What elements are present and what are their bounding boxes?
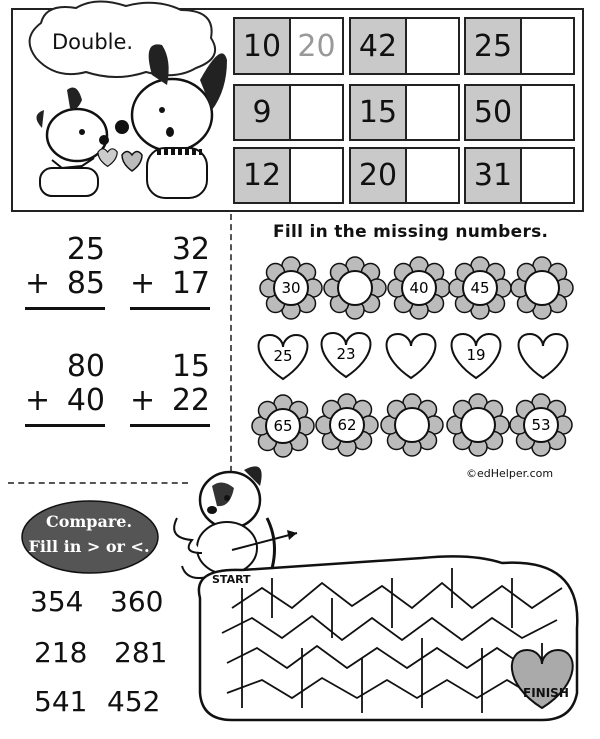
- sequence-number: 62: [337, 416, 357, 434]
- addition-problem: [25, 233, 105, 310]
- sequence-number: 40: [409, 279, 429, 297]
- sequence-number: 19: [466, 346, 486, 364]
- compare-left: 354: [30, 585, 84, 618]
- double-cell: [464, 84, 575, 141]
- double-cell: [233, 147, 344, 204]
- compare-instruction: Compare.: [45, 512, 133, 531]
- compare-right: 281: [114, 636, 168, 669]
- copyright-text: ©edHelper.com: [466, 467, 554, 480]
- answer-box[interactable]: 20: [297, 28, 336, 64]
- double-cell: [349, 17, 460, 75]
- addend-top: 32: [171, 232, 210, 267]
- sum-line[interactable]: [25, 307, 105, 310]
- given-number: 12: [235, 149, 291, 202]
- answer-box[interactable]: [522, 19, 573, 73]
- addend-bottom: 22: [171, 383, 210, 418]
- answer-box[interactable]: [291, 149, 342, 202]
- addend-top: 15: [171, 349, 210, 384]
- double-cell: [233, 17, 344, 75]
- sequence-number: 25: [273, 347, 293, 365]
- plus-sign: +: [130, 383, 156, 418]
- answer-box[interactable]: [407, 86, 458, 139]
- addend-bottom: 17: [171, 266, 210, 301]
- compare-right: 452: [107, 685, 161, 718]
- answer-box[interactable]: [291, 86, 342, 139]
- double-cell: [349, 147, 460, 204]
- plus-sign: +: [130, 266, 156, 301]
- plus-sign: +: [25, 266, 51, 301]
- double-instruction: Double.: [52, 30, 134, 54]
- given-number: 15: [351, 86, 407, 139]
- given-number: 25: [466, 19, 522, 73]
- section-divider: [230, 214, 232, 482]
- section-divider: [8, 482, 188, 484]
- double-cell: [464, 147, 575, 204]
- maze-start-label: START: [212, 573, 251, 586]
- compare-left: 541: [34, 685, 88, 718]
- missing-numbers-title: Fill in the missing numbers.: [273, 222, 549, 242]
- given-number: 31: [466, 149, 522, 202]
- answer-box[interactable]: [407, 19, 458, 73]
- addend-top: 25: [66, 232, 105, 267]
- answer-box[interactable]: [407, 149, 458, 202]
- sequence-number: 30: [281, 279, 301, 297]
- addition-problem: [25, 350, 105, 427]
- given-number: 42: [351, 19, 407, 73]
- sequence-number: 45: [470, 279, 490, 297]
- given-number: 50: [466, 86, 522, 139]
- answer-box[interactable]: [522, 86, 573, 139]
- answer-box[interactable]: [522, 149, 573, 202]
- sequence-number: 65: [273, 417, 293, 435]
- missing-numbers-shapes: [240, 250, 590, 465]
- cupid-puppy-illustration: [174, 466, 297, 583]
- double-cell: [233, 84, 344, 141]
- sequence-number: 23: [336, 345, 356, 363]
- sum-line[interactable]: [130, 307, 210, 310]
- given-number: 10: [235, 19, 291, 73]
- compare-instruction: Fill in > or <.: [28, 537, 150, 556]
- given-number: 20: [351, 149, 407, 202]
- plus-sign: +: [25, 383, 51, 418]
- puppies-illustration: [22, 40, 232, 205]
- double-cell: [349, 84, 460, 141]
- addition-problem: [130, 350, 210, 427]
- addition-problem: [130, 233, 210, 310]
- sum-line[interactable]: [25, 424, 105, 427]
- addend-top: 80: [66, 349, 105, 384]
- addend-bottom: 85: [66, 266, 105, 301]
- double-cell: [464, 17, 575, 75]
- compare-left: 218: [34, 636, 88, 669]
- sum-line[interactable]: [130, 424, 210, 427]
- maze-finish-label: FINISH: [523, 686, 569, 700]
- compare-right: 360: [110, 585, 164, 618]
- sequence-number: 53: [531, 416, 551, 434]
- addend-bottom: 40: [66, 383, 105, 418]
- given-number: 9: [235, 86, 291, 139]
